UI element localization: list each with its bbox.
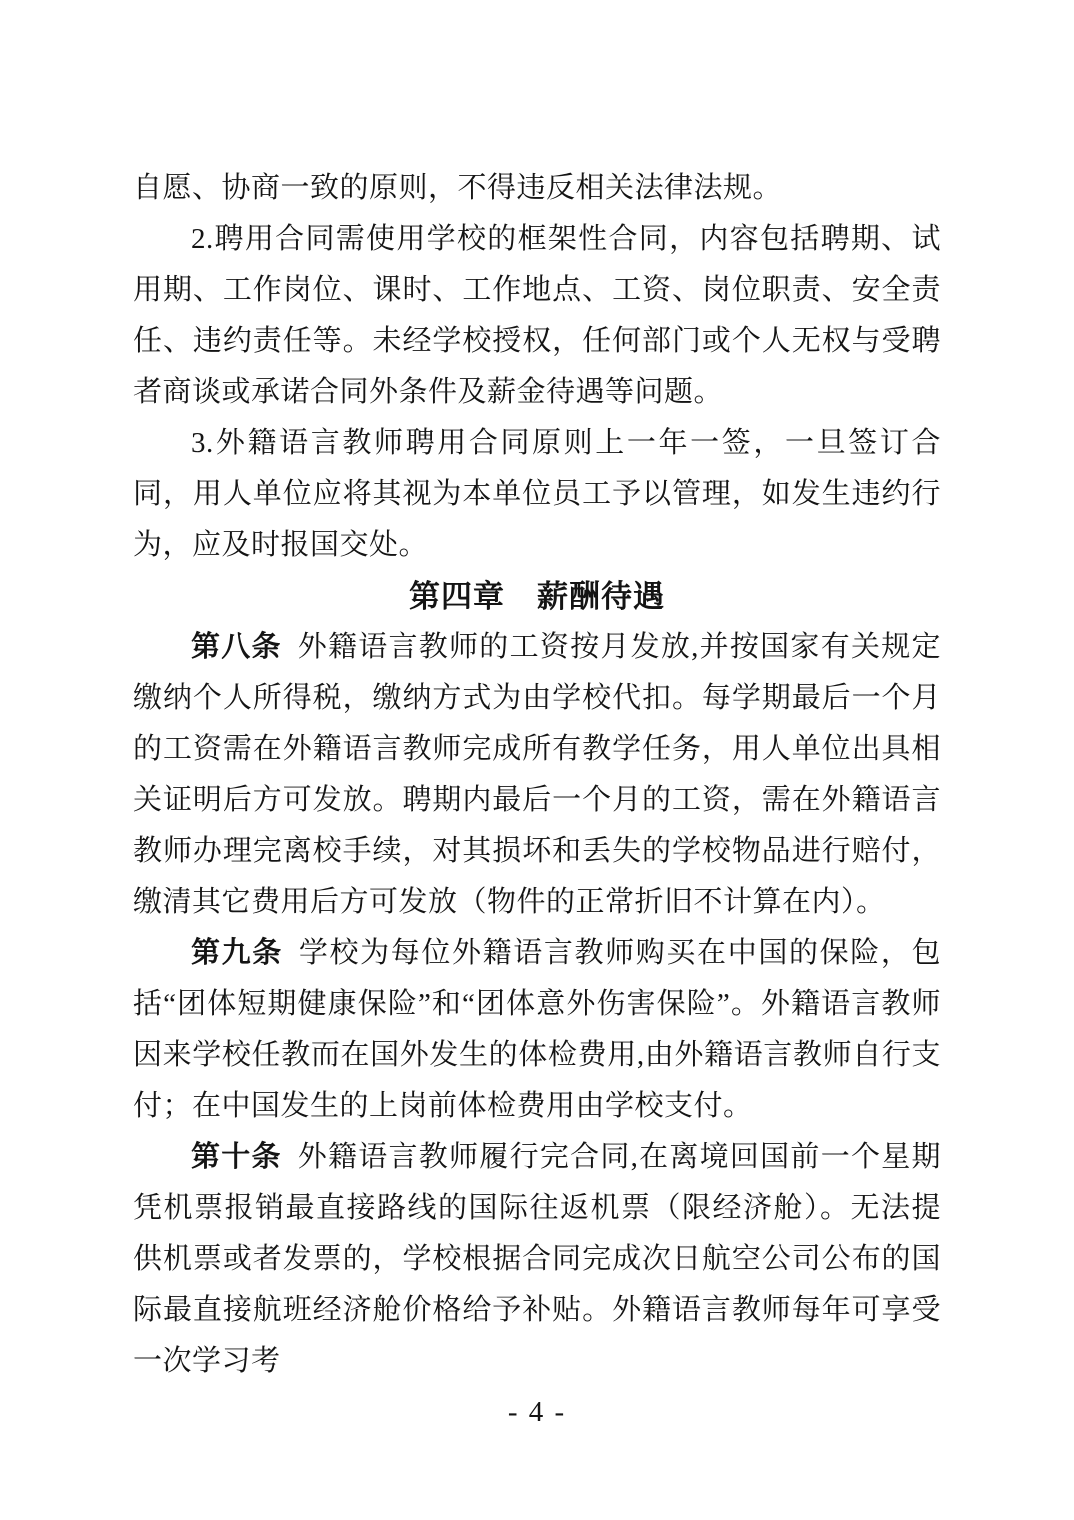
article-8-number: 第八条 bbox=[191, 631, 282, 663]
page-number: - 4 - bbox=[507, 1396, 567, 1428]
article-10-text: 外籍语言教师履行完合同,在离境回国前一个星期凭机票报销最直接路线的国际往返机票（限经济舱）。无法提供机票或者发票的，学校根据合同完成次日航空公司公布的国际最直接航班经济舱价格给予补贴。外籍语言教师每年可享受一次学习考 bbox=[133, 1141, 941, 1377]
article-10-number: 第十条 bbox=[191, 1141, 282, 1173]
article-10 bbox=[133, 1132, 941, 1387]
article-9-number: 第九条 bbox=[191, 937, 283, 969]
article-9-text: 学校为每位外籍语言教师购买在中国的保险，包括“团体短期健康保险”和“团体意外伤害保险”。外籍语言教师因来学校任教而在国外发生的体检费用,由外籍语言教师自行支付；在中国发生的上岗前体检费用由学校支付。 bbox=[133, 937, 941, 1122]
page-footer bbox=[0, 1396, 1074, 1429]
article-9 bbox=[133, 928, 941, 1132]
para-continuation: 自愿、协商一致的原则，不得违反相关法律法规。 bbox=[133, 172, 783, 204]
document-body bbox=[133, 163, 941, 1387]
para-item-3: 3.外籍语言教师聘用合同原则上一年一签，一旦签订合同，用人单位应将其视为本单位员工予以管理，如发生违约行为，应及时报国交处。 bbox=[133, 427, 941, 561]
article-8 bbox=[133, 622, 941, 928]
para-item-2: 2.聘用合同需使用学校的框架性合同，内容包括聘期、试用期、工作岗位、课时、工作地点、工资、岗位职责、安全责任、违约责任等。未经学校授权，任何部门或个人无权与受聘者商谈或承诺合同外条件及薪金待遇等问题。 bbox=[133, 223, 941, 408]
article-8-text: 外籍语言教师的工资按月发放,并按国家有关规定缴纳个人所得税，缴纳方式为由学校代扣。每学期最后一个月的工资需在外籍语言教师完成所有教学任务，用人单位出具相关证明后方可发放。聘期内最后一个月的工资，需在外籍语言教师办理完离校手续，对其损坏和丢失的学校物品进行赔付，缴清其它费用后方可发放（物件的正常折旧不计算在内）。 bbox=[133, 631, 941, 918]
chapter-heading: 第四章 薪酬待遇 bbox=[409, 579, 665, 614]
